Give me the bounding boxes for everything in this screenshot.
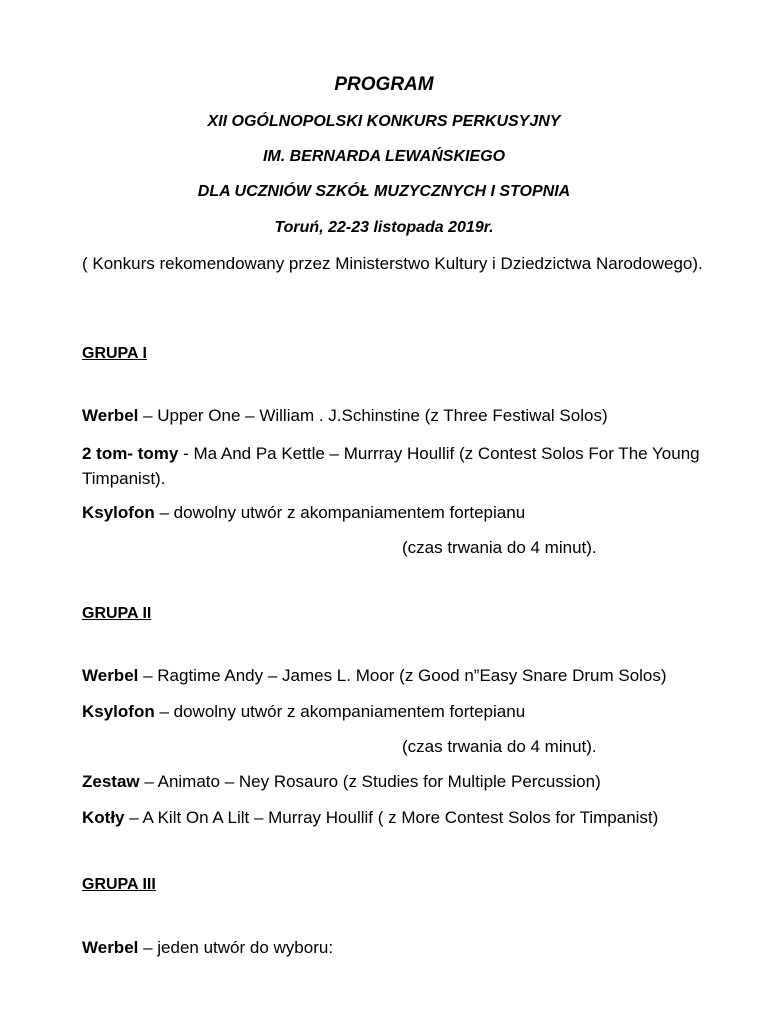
group2-item-setup	[82, 772, 601, 792]
group2-item-xylophone	[82, 702, 525, 722]
instrument-label: Werbel	[82, 406, 139, 425]
group2-duration-note: (czas trwania do 4 minut).	[402, 737, 597, 756]
piece-text: – Upper One – William . J.Schinstine (z Three Festiwal Solos)	[138, 406, 608, 425]
group3-heading: GRUPA III	[82, 876, 156, 893]
piece-text: – dowolny utwór z akompaniamentem fortepianu	[154, 503, 526, 522]
competition-patron: IM. BERNARDA LEWAŃSKIEGO	[262, 148, 506, 165]
intro-note: ( Konkurs rekomendowany przez Ministerstwo Kultury i Dziedzictwa Narodowego).	[82, 254, 703, 273]
piece-text: - Ma And Pa Kettle – Murrray Houllif (z Contest Solos For The Young Timpanist).	[82, 444, 700, 488]
instrument-label: 2 tom- tomy	[82, 444, 179, 463]
piece-text: – jeden utwór do wyboru:	[138, 938, 334, 957]
instrument-label: Werbel	[82, 666, 139, 685]
group2-item-timpani	[82, 808, 658, 828]
competition-name: XII OGÓLNOPOLSKI KONKURS PERKUSYJNY	[207, 113, 561, 130]
group1-item-xylophone	[82, 503, 525, 523]
group2-item-snare	[82, 666, 667, 686]
competition-audience: DLA UCZNIÓW SZKÓŁ MUZYCZNYCH I STOPNIA	[197, 183, 571, 200]
piece-text: – dowolny utwór z akompaniamentem fortepianu	[154, 702, 526, 721]
group1-item-snare	[82, 406, 608, 426]
group1-heading: GRUPA I	[82, 345, 147, 362]
instrument-label: Ksylofon	[82, 503, 155, 522]
group2-heading: GRUPA II	[82, 605, 152, 622]
group1-duration-note: (czas trwania do 4 minut).	[402, 538, 597, 557]
group3-item-snare	[82, 938, 333, 958]
piece-text: – Animato – Ney Rosauro (z Studies for Multiple Percussion)	[139, 772, 601, 791]
instrument-label: Kotły	[82, 808, 125, 827]
instrument-label: Werbel	[82, 938, 139, 957]
document-title: PROGRAM	[334, 74, 434, 95]
group1-item-tomtoms	[82, 441, 722, 491]
piece-text: – A Kilt On A Lilt – Murray Houllif ( z More Contest Solos for Timpanist)	[124, 808, 659, 827]
instrument-label: Zestaw	[82, 772, 140, 791]
instrument-label: Ksylofon	[82, 702, 155, 721]
competition-place-date: Toruń, 22-23 listopada 2019r.	[274, 219, 494, 236]
piece-text: – Ragtime Andy – James L. Moor (z Good n”Easy Snare Drum Solos)	[138, 666, 667, 685]
